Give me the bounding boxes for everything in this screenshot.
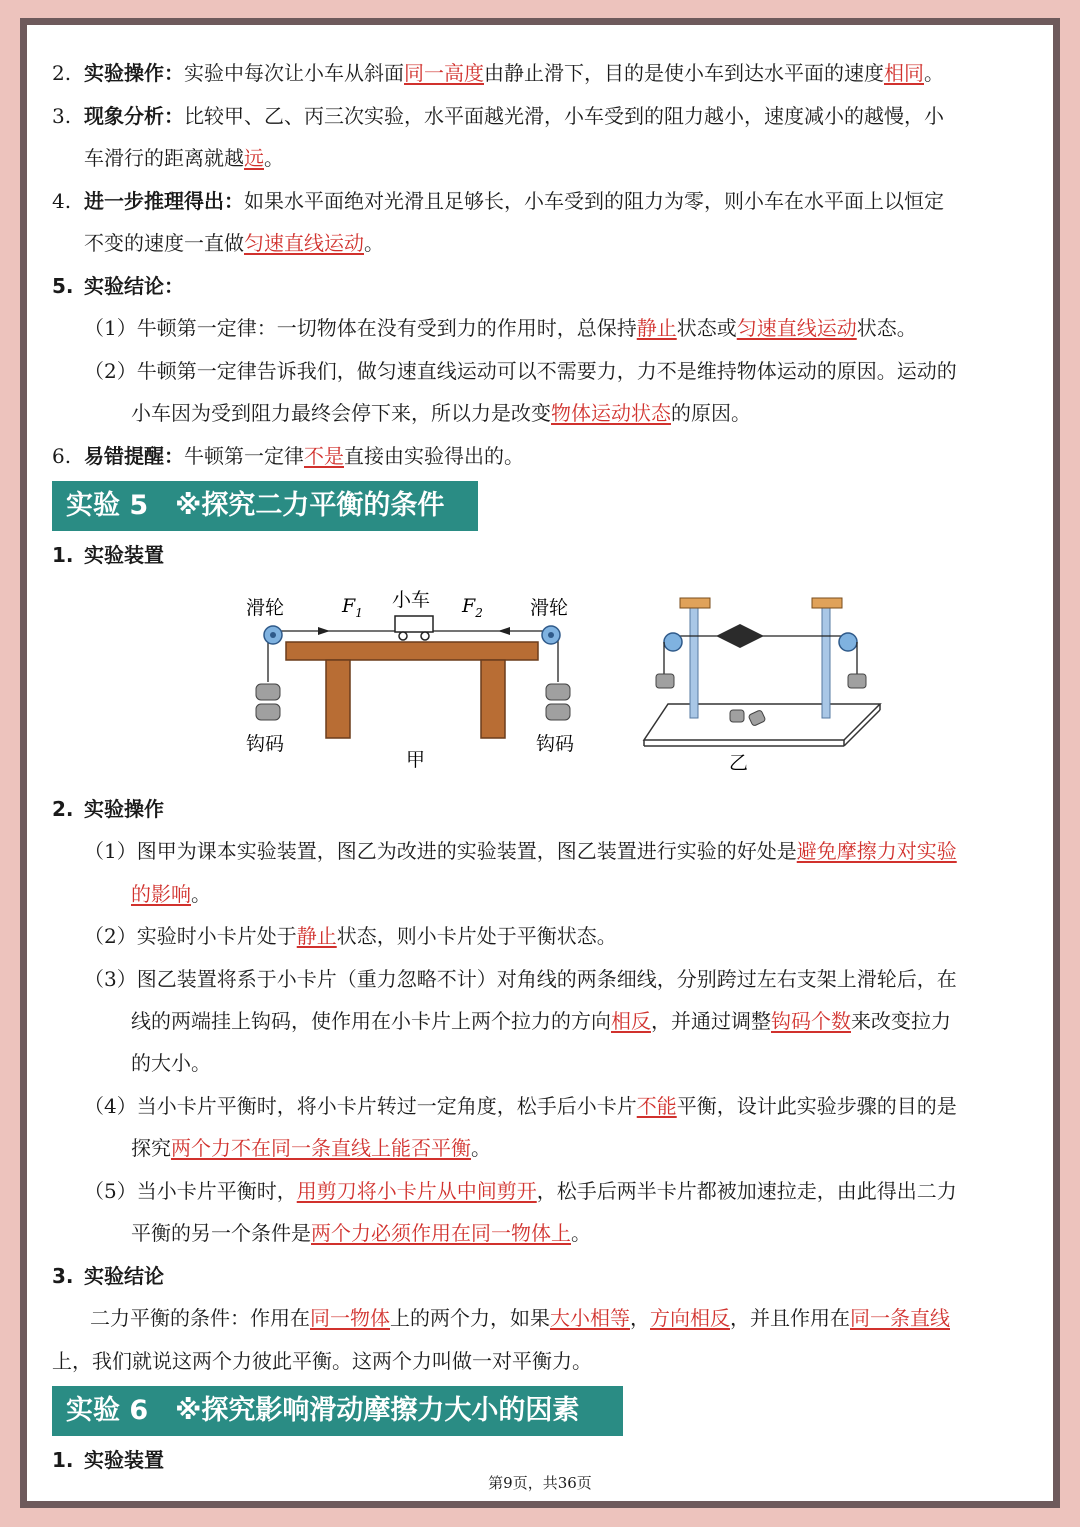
text: 图甲为课本实验装置，图乙为改进的实验装置，图乙装置进行实验的好处是 [136,839,797,863]
text: 状态。 [856,316,917,340]
item-label: 现象分析： [84,104,184,128]
item-number: 3. [52,1264,74,1288]
text: 状态或 [676,316,737,340]
answer: 同一条直线 [850,1306,950,1330]
answer: 钩码个数 [771,1009,851,1033]
text: 。 [471,1136,491,1160]
exp5-section-1-heading [52,540,164,570]
weight-icon [256,704,280,720]
text: 探究 [131,1136,171,1160]
answer: 静止 [636,316,677,340]
exp5-conclusion-continued [52,1346,592,1376]
text: 牛顿第一定律：一切物体在没有受到力的作用时，总保持 [136,316,637,340]
item-5-sub-2 [84,356,957,386]
exp5-section-2-heading [52,794,164,824]
item-label: 易错提醒： [84,444,184,468]
arrow-f1-icon [318,627,330,635]
item-5-sub-1 [84,313,917,343]
item-number: 6. [52,444,72,468]
text: 平衡，设计此实验步骤的目的是 [676,1094,957,1118]
cart-wheel [399,632,407,640]
text: 不变的速度一直做 [84,231,244,255]
text: 。 [191,882,211,906]
item-number: 2. [52,797,74,821]
caption-a: 甲 [406,749,426,771]
answer: 大小相等 [550,1306,630,1330]
answer: 避免摩擦力对实验 [796,839,957,863]
card-icon [716,624,764,648]
text: 。 [364,231,384,255]
answer: 静止 [296,924,337,948]
answer: 相反 [611,1009,651,1033]
item-label: 实验操作： [84,61,184,85]
answer: 相同 [884,61,924,85]
text: 。 [571,1221,591,1245]
experiment-6-banner: 实验 6 ※探究影响滑动摩擦力大小的因素 [52,1386,623,1436]
answer: 方向相反 [650,1306,730,1330]
clamp-right [812,598,842,608]
cart-icon [395,616,433,632]
text: 由静止滑下，目的是使小车到达水平面的速度 [484,61,884,85]
exp5-op-4 [84,1091,957,1121]
table-leg-left [326,660,350,738]
label-f1 [341,595,363,620]
answer: 两个力不在同一条直线上能否平衡 [171,1136,471,1160]
weight-icon [848,674,866,688]
weight-icon [546,684,570,700]
exp5-op-4-continued [131,1133,491,1163]
text: 图乙装置将系于小卡片（重力忽略不计）对角线的两条细线，分别跨过左右支架上滑轮后，在 [136,967,957,991]
weight-icon [656,674,674,688]
item-number: 1. [52,543,74,567]
label-weights-right: 钩码 [536,733,575,755]
text: 。 [924,61,944,85]
exp5-op-5-continued [131,1218,591,1248]
item-4-inference [52,186,944,216]
answer: 的影响 [131,882,191,906]
label-f2 [461,595,483,620]
f1-symbol: F [342,595,356,617]
label-pulley-left: 滑轮 [246,597,285,619]
label-weights-left: 钩码 [246,733,285,755]
text: 二力平衡的条件：作用在 [90,1306,310,1330]
answer: 不是 [304,444,344,468]
item-number: 4. [52,189,72,213]
item-number: 1. [52,1448,74,1472]
text: 直接由实验得出的。 [344,444,524,468]
item-label: 进一步推理得出： [84,189,244,213]
pulley-left-icon [664,633,682,651]
text: 当小卡片平衡时，将小卡片转过一定角度，松手后小卡片 [136,1094,637,1118]
item-5-conclusion [52,271,184,301]
sub-number: （1） [84,316,137,340]
answer: 用剪刀将小卡片从中间剪开 [296,1179,537,1203]
experiment-5-banner: 实验 5 ※探究二力平衡的条件 [52,481,478,531]
text: 来改变拉力 [851,1009,951,1033]
text: 上的两个力，如果 [390,1306,550,1330]
text: 的原因。 [671,401,751,425]
exp5-op-1 [84,836,957,866]
item-5-sub-2-continued [131,398,751,428]
item-3-continued [84,143,284,173]
sub-number: （2） [84,359,137,383]
sub-number: （2） [84,924,137,948]
weight-icon [546,704,570,720]
exp5-op-3-continued-2 [131,1048,211,1078]
exp5-conclusion [90,1303,950,1333]
cart-wheel [421,632,429,640]
item-number: 3. [52,104,72,128]
exp5-op-2 [84,921,617,951]
item-2-experiment-operation [52,58,944,88]
text: 上，我们就说这两个力彼此平衡。这两个力叫做一对平衡力。 [52,1349,592,1373]
answer: 两个力必须作用在同一物体上 [311,1221,571,1245]
label-cart: 小车 [392,589,431,611]
item-label: 实验结论： [84,274,184,298]
exp5-op-3-continued [131,1006,951,1036]
answer: 不能 [636,1094,677,1118]
exp5-op-5 [84,1176,957,1206]
f2-subscript: 2 [475,606,483,620]
text: ，并且作用在 [730,1306,850,1330]
exp5-op-1-continued [131,879,211,909]
text: 实验中每次让小车从斜面 [184,61,404,85]
table-leg-right [481,660,505,738]
text: 实验时小卡片处于 [136,924,297,948]
figure-a-table-apparatus [246,589,574,771]
item-label: 实验装置 [84,1448,164,1472]
f1-subscript: 1 [355,606,363,620]
item-number: 2. [52,61,72,85]
apparatus-figure [240,584,890,774]
pulley-right-icon [839,633,857,651]
answer: 匀速直线运动 [244,231,364,255]
answer: 物体运动状态 [551,401,671,425]
item-label: 实验操作 [84,797,164,821]
text: 的大小。 [131,1051,211,1075]
exp6-section-1-heading [52,1445,164,1475]
item-6-common-mistake [52,441,524,471]
item-number: 5. [52,274,74,298]
sub-number: （3） [84,967,137,991]
figure-b-card-apparatus [644,598,880,774]
text: 比较甲、乙、丙三次实验，水平面越光滑，小车受到的阻力越小，速度减小的越慢，小 [184,104,944,128]
table-top [286,642,538,660]
clamp-left [680,598,710,608]
text: 小车因为受到阻力最终会停下来，所以力是改变 [131,401,551,425]
text: 。 [264,146,284,170]
sub-number: （5） [84,1179,137,1203]
text: 线的两端挂上钩码，使作用在小卡片上两个拉力的方向 [131,1009,611,1033]
f2-symbol: F [462,595,476,617]
sub-number: （4） [84,1094,137,1118]
text: ，松手后两半卡片都被加速拉走，由此得出二力 [536,1179,957,1203]
text: 当小卡片平衡时， [136,1179,297,1203]
answer: 同一物体 [310,1306,390,1330]
item-label: 实验装置 [84,543,164,567]
weight-icon [256,684,280,700]
item-label: 实验结论 [84,1264,164,1288]
text: ，并通过调整 [651,1009,771,1033]
answer: 匀速直线运动 [736,316,857,340]
sub-number: （1） [84,839,137,863]
exp5-op-3 [84,964,957,994]
exp5-section-3-heading [52,1261,164,1291]
stand-left [690,606,698,718]
text: 牛顿第一定律告诉我们，做匀速直线运动可以不需要力，力不是维持物体运动的原因。运动的 [136,359,957,383]
text: 车滑行的距离就越 [84,146,244,170]
text: 状态，则小卡片处于平衡状态。 [336,924,617,948]
pulley-right-axle [548,632,554,638]
answer: 同一高度 [404,61,484,85]
text: 牛顿第一定律 [184,444,304,468]
answer: 远 [244,146,264,170]
page-number-footer: 第9页，共36页 [488,1474,592,1492]
spare-weight-icon [730,710,744,722]
stand-right [822,606,830,718]
arrow-f2-icon [498,627,510,635]
pulley-left-axle [270,632,276,638]
caption-b: 乙 [729,752,749,774]
text: ， [630,1306,650,1330]
text: 如果水平面绝对光滑且足够长，小车受到的阻力为零，则小车在水平面上以恒定 [244,189,944,213]
text: 平衡的另一个条件是 [131,1221,311,1245]
label-pulley-right: 滑轮 [530,597,569,619]
item-4-continued [84,228,384,258]
item-3-phenomenon-analysis [52,101,944,131]
